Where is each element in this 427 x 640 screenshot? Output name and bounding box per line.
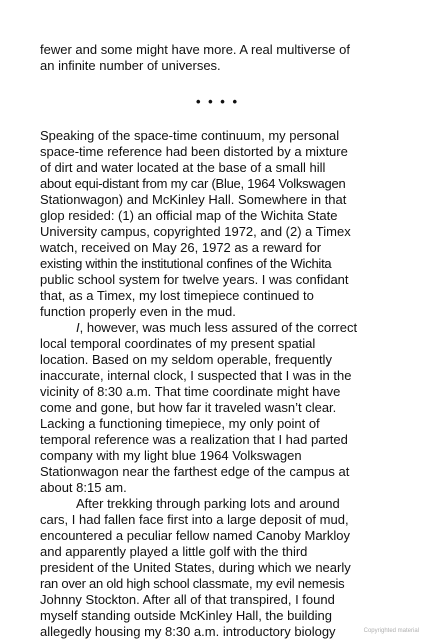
text-line: fewer and some might have more. A real multiverse of bbox=[40, 42, 350, 57]
text-line: president of the United States, during which we nearly bbox=[40, 560, 351, 575]
text-line: local temporal coordinates of my present spatial bbox=[40, 336, 316, 351]
text-line: public school system for twelve years. I was confidant bbox=[40, 272, 349, 287]
text-span: , however, was much less assured of the correct bbox=[79, 320, 358, 335]
text-line: glop resided: (1) an official map of the Wichita State bbox=[40, 208, 338, 223]
italic-word: I bbox=[76, 320, 80, 335]
text-line: about equi-distant from my car (Blue, 1964 Volkswagen bbox=[40, 176, 346, 191]
text-line: existing within the institutional confines of the Wichita bbox=[40, 256, 332, 271]
text-line: After trekking through parking lots and around bbox=[76, 496, 340, 511]
text-line: ran over an old high school classmate, my evil nemesis bbox=[40, 576, 345, 591]
text-line: cars, I had fallen face first into a large deposit of mud, bbox=[40, 512, 349, 527]
text-line: Johnny Stockton. After all of that transpired, I found bbox=[40, 592, 335, 607]
paragraph-3 bbox=[40, 496, 395, 640]
text-line: that, as a Timex, my lost timepiece continued to bbox=[40, 288, 314, 303]
text-line: an infinite number of universes. bbox=[40, 58, 221, 73]
text-line: inaccurate, internal clock, I suspected that I was in the bbox=[40, 368, 352, 383]
text-line: myself standing outside McKinley Hall, the building bbox=[40, 608, 332, 623]
text-line: Lacking a functioning timepiece, my only point of bbox=[40, 416, 320, 431]
paragraph-1 bbox=[40, 128, 395, 320]
text-line: about 8:15 am. bbox=[40, 480, 127, 495]
paragraph-2 bbox=[40, 320, 395, 496]
text-line: vicinity of 8:30 a.m. That time coordinate might have bbox=[40, 384, 341, 399]
text-line bbox=[40, 320, 395, 336]
text-line: company with my light blue 1964 Volkswagen bbox=[40, 448, 302, 463]
document-page bbox=[40, 42, 395, 640]
text-line: and apparently played a little golf with the third bbox=[40, 544, 308, 559]
text-line: Stationwagon near the farthest edge of the campus at bbox=[40, 464, 350, 479]
text-line: Speaking of the space-time continuum, my personal bbox=[40, 128, 340, 143]
text-line: temporal reference was a realization that I had parted bbox=[40, 432, 348, 447]
intro-paragraph bbox=[40, 42, 395, 74]
section-separator: • • • • bbox=[195, 94, 240, 109]
text-line: of dirt and water located at the base of a small hill bbox=[40, 160, 326, 175]
text-line: location. Based on my seldom operable, frequently bbox=[40, 352, 332, 367]
text-line: watch, received on May 26, 1972 as a reward for bbox=[40, 240, 322, 255]
copyright-watermark: Copyrighted material bbox=[363, 628, 419, 634]
text-line: encountered a peculiar fellow named Canoby Markloy bbox=[40, 528, 351, 543]
text-line: Stationwagon) and McKinley Hall. Somewhere in that bbox=[40, 192, 347, 207]
text-line: University campus, copyrighted 1972, and (2) a Timex bbox=[40, 224, 351, 239]
text-line: come and gone, but how far it traveled wasn’t clear. bbox=[40, 400, 337, 415]
text-line: function properly even in the mud. bbox=[40, 304, 236, 319]
text-line: allegedly housing my 8:30 a.m. introductory biology bbox=[40, 624, 336, 639]
text-line: space-time reference had been distorted by a mixture bbox=[40, 144, 348, 159]
